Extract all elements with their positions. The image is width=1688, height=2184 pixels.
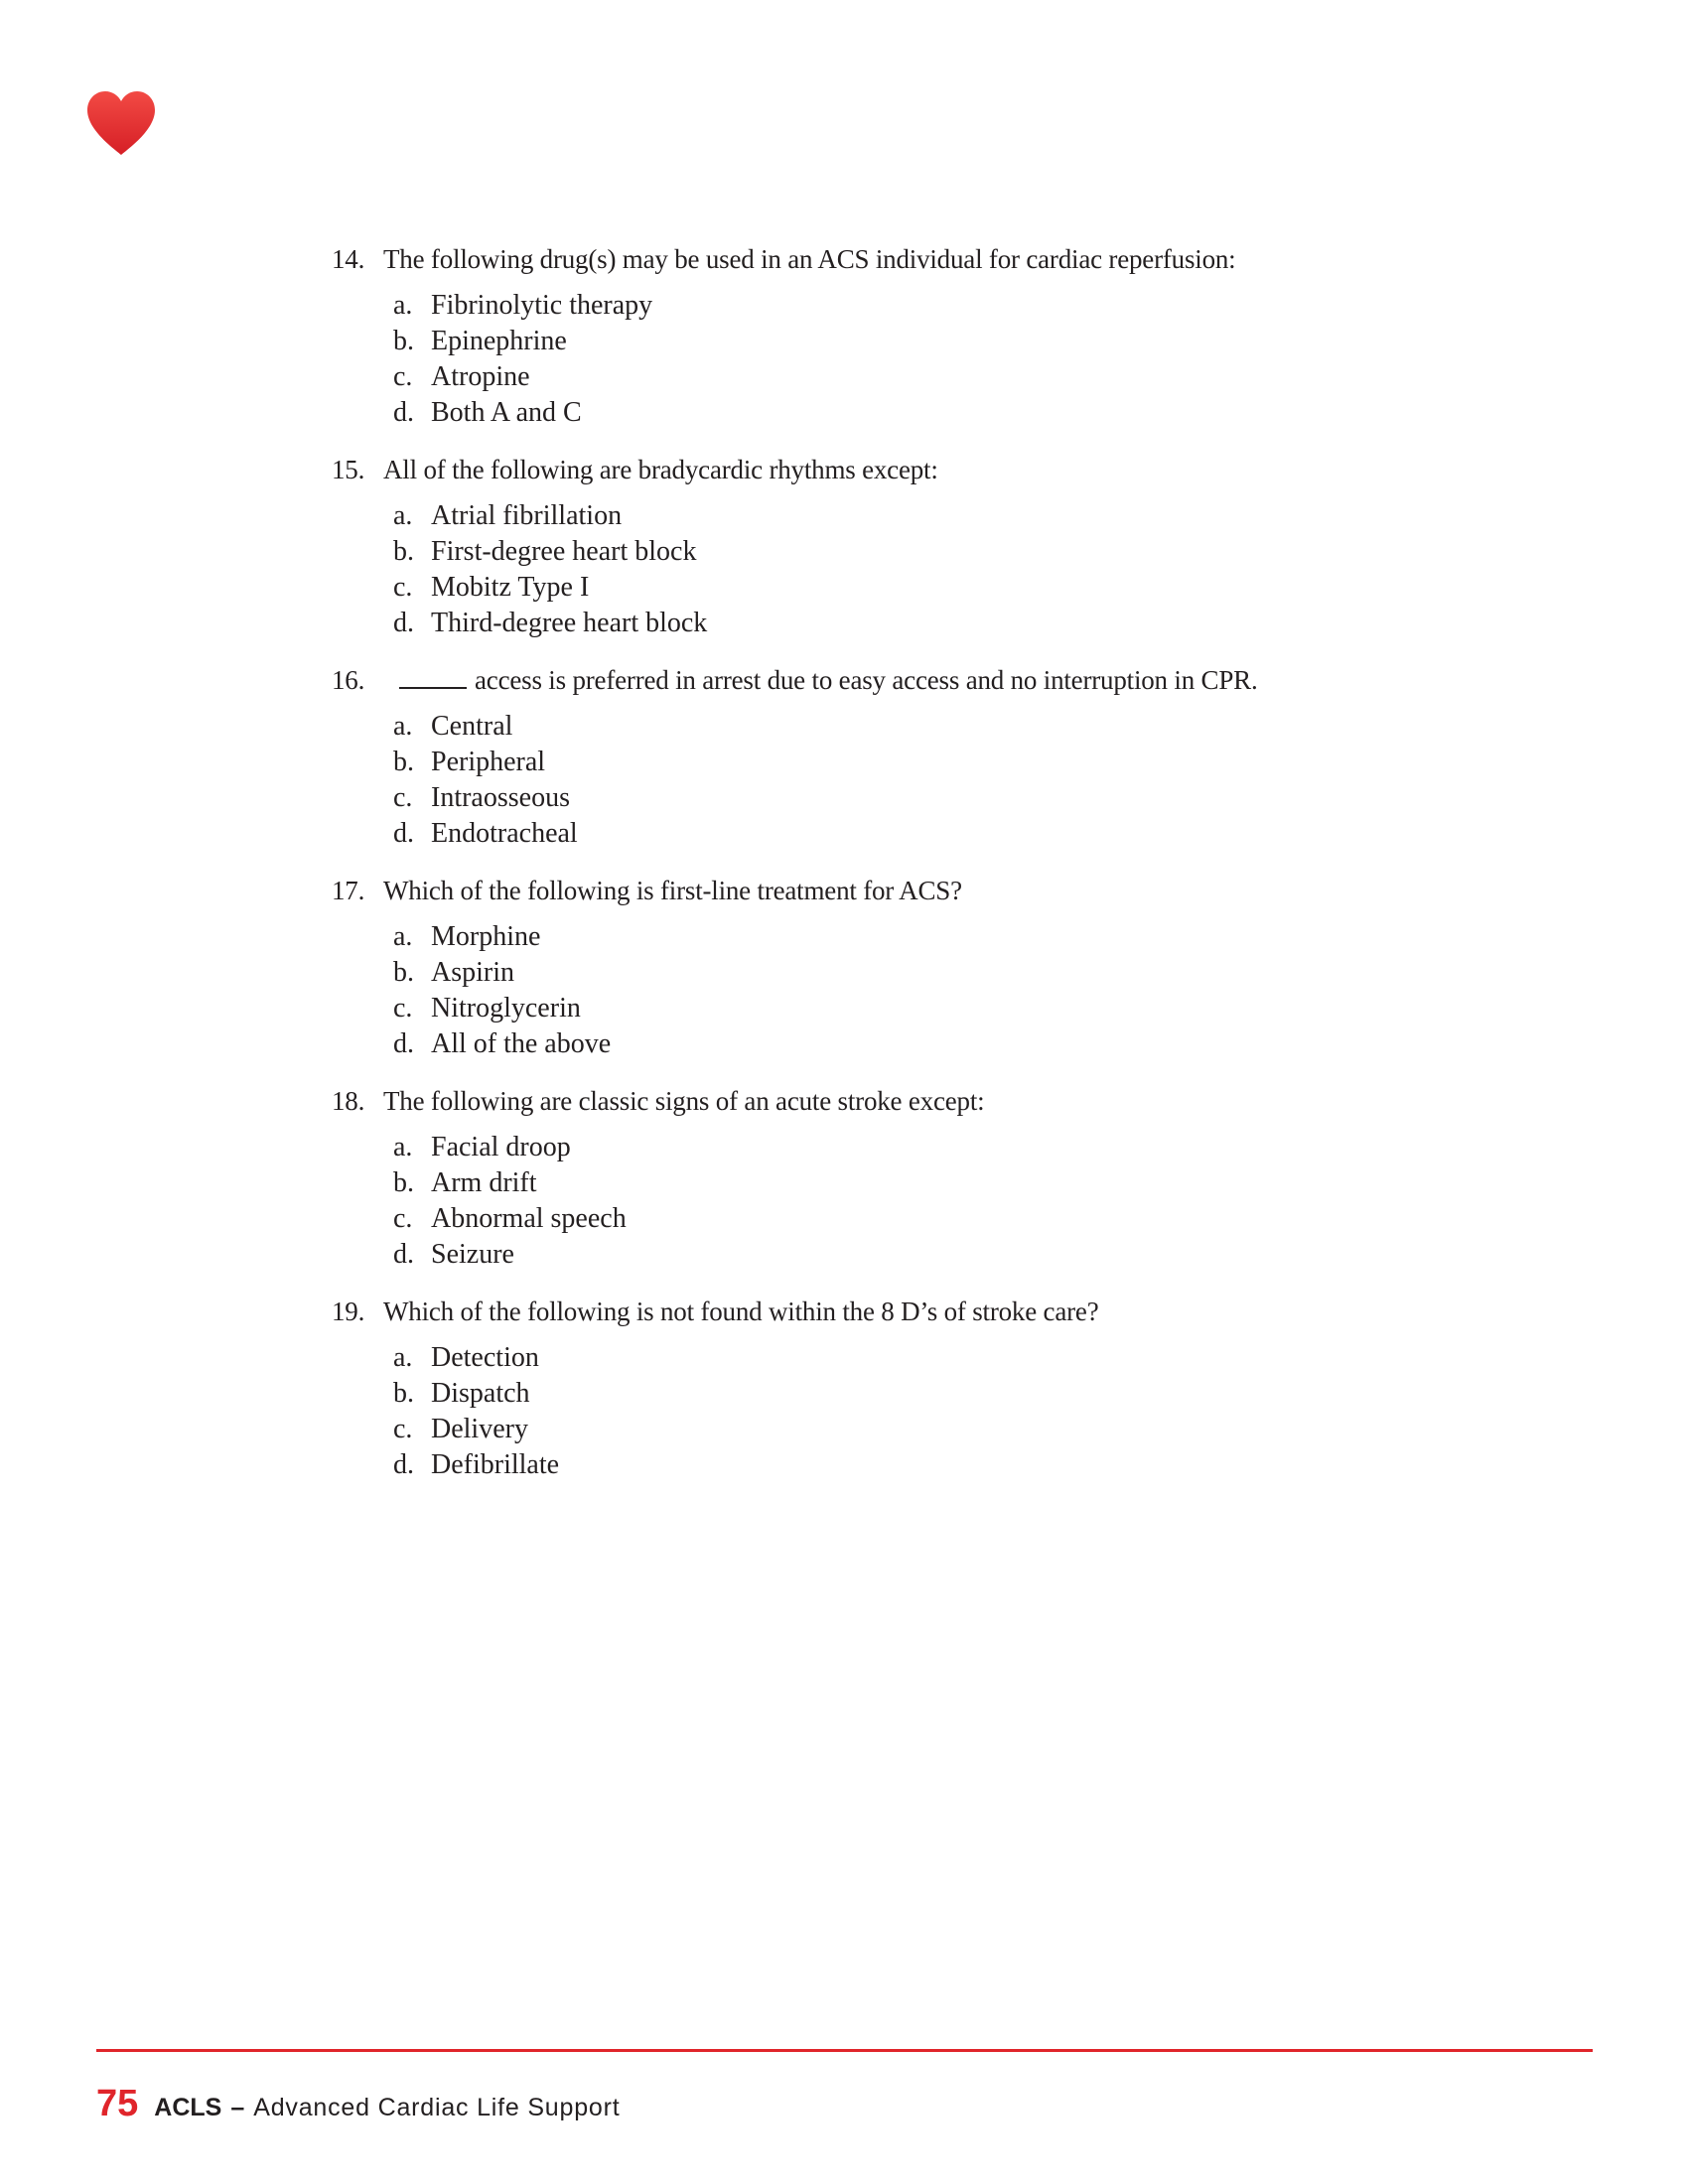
- option-letter: a.: [393, 1132, 413, 1162]
- option-letter: c.: [393, 1203, 413, 1234]
- page-footer: [96, 2083, 621, 2125]
- answer-option: [393, 498, 1474, 534]
- option-text: Abnormal speech: [431, 1203, 627, 1234]
- answer-options: [393, 1340, 1474, 1483]
- answer-option: [393, 324, 1474, 359]
- option-letter: b.: [393, 536, 414, 567]
- footer-divider: [96, 2049, 1593, 2052]
- question-text: Which of the following is first-line treatment for ACS?: [383, 876, 962, 905]
- answer-option: [393, 570, 1474, 606]
- question-number: 17.: [332, 876, 365, 905]
- question-stem: [332, 663, 1474, 697]
- question-number: 18.: [332, 1086, 365, 1116]
- page-number: 75: [96, 2083, 139, 2124]
- option-letter: b.: [393, 326, 414, 356]
- answer-option: [393, 534, 1474, 570]
- answer-option: [393, 955, 1474, 991]
- question-stem: [332, 1084, 1474, 1118]
- option-text: Nitroglycerin: [431, 993, 581, 1024]
- option-text: Aspirin: [431, 957, 514, 988]
- answer-option: [393, 1376, 1474, 1412]
- option-letter: a.: [393, 711, 413, 742]
- option-letter: d.: [393, 1449, 414, 1480]
- option-letter: d.: [393, 608, 414, 638]
- option-text: Peripheral: [431, 747, 546, 777]
- answer-options: [393, 498, 1474, 641]
- option-text: Facial droop: [431, 1132, 571, 1162]
- answer-option: [393, 1340, 1474, 1376]
- option-text: Seizure: [431, 1239, 514, 1270]
- option-letter: c.: [393, 572, 413, 603]
- option-text: Third-degree heart block: [431, 608, 708, 638]
- option-letter: c.: [393, 782, 413, 813]
- option-text: Endotracheal: [431, 818, 578, 849]
- answer-option: [393, 709, 1474, 745]
- option-text: Dispatch: [431, 1378, 530, 1409]
- option-letter: a.: [393, 500, 413, 531]
- answer-option: [393, 359, 1474, 395]
- option-text: Arm drift: [431, 1167, 537, 1198]
- option-text: Central: [431, 711, 513, 742]
- option-text: Defibrillate: [431, 1449, 560, 1480]
- footer-brand: ACLS: [154, 2094, 222, 2121]
- question-stem: [332, 453, 1474, 486]
- answer-options: [393, 1130, 1474, 1273]
- answer-options: [393, 288, 1474, 431]
- option-text: Atrial fibrillation: [431, 500, 623, 531]
- answer-option: [393, 1412, 1474, 1447]
- question-number: 19.: [332, 1297, 365, 1326]
- question-text-wrapper: [383, 663, 1474, 697]
- answer-option: [393, 1130, 1474, 1165]
- question-19: [332, 1295, 1474, 1483]
- question-15: [332, 453, 1474, 641]
- answer-option: [393, 1201, 1474, 1237]
- footer-separator: –: [230, 2094, 245, 2121]
- answer-option: [393, 606, 1474, 641]
- answer-options: [393, 709, 1474, 852]
- question-number: 14.: [332, 244, 365, 274]
- answer-option: [393, 745, 1474, 780]
- heart-icon: [84, 89, 158, 157]
- option-letter: d.: [393, 1028, 414, 1059]
- question-text: The following are classic signs of an acute stroke except:: [383, 1086, 985, 1116]
- option-text: Epinephrine: [431, 326, 567, 356]
- option-text: Fibrinolytic therapy: [431, 290, 653, 321]
- option-text: First-degree heart block: [431, 536, 697, 567]
- option-letter: c.: [393, 361, 413, 392]
- question-stem: [332, 242, 1474, 276]
- option-letter: c.: [393, 1414, 413, 1444]
- question-number: 15.: [332, 455, 365, 484]
- question-stem: [332, 1295, 1474, 1328]
- answer-option: [393, 395, 1474, 431]
- question-14: [332, 242, 1474, 431]
- answer-option: [393, 991, 1474, 1026]
- option-text: Detection: [431, 1342, 539, 1373]
- option-letter: b.: [393, 1378, 414, 1409]
- option-text: Atropine: [431, 361, 530, 392]
- fill-in-blank: [399, 686, 467, 689]
- question-text: access is preferred in arrest due to easy access and no interruption in CPR.: [475, 665, 1258, 695]
- question-16: [332, 663, 1474, 852]
- option-text: Morphine: [431, 921, 541, 952]
- quiz-questions: [332, 242, 1474, 1505]
- answer-option: [393, 1237, 1474, 1273]
- option-text: Intraosseous: [431, 782, 570, 813]
- option-letter: d.: [393, 1239, 414, 1270]
- question-stem: [332, 874, 1474, 907]
- answer-option: [393, 1447, 1474, 1483]
- answer-option: [393, 919, 1474, 955]
- answer-option: [393, 816, 1474, 852]
- question-text: The following drug(s) may be used in an ACS individual for cardiac reperfusion:: [383, 244, 1236, 274]
- option-letter: d.: [393, 818, 414, 849]
- option-letter: c.: [393, 993, 413, 1024]
- question-17: [332, 874, 1474, 1062]
- answer-option: [393, 1026, 1474, 1062]
- option-letter: b.: [393, 957, 414, 988]
- option-text: All of the above: [431, 1028, 612, 1059]
- answer-option: [393, 1165, 1474, 1201]
- option-letter: a.: [393, 1342, 413, 1373]
- answer-option: [393, 288, 1474, 324]
- option-letter: a.: [393, 290, 413, 321]
- answer-option: [393, 780, 1474, 816]
- option-text: Delivery: [431, 1414, 528, 1444]
- question-text: All of the following are bradycardic rhythms except:: [383, 455, 938, 484]
- option-text: Both A and C: [431, 397, 582, 428]
- option-letter: b.: [393, 1167, 414, 1198]
- option-text: Mobitz Type I: [431, 572, 590, 603]
- question-number: 16.: [332, 665, 365, 695]
- footer-subtitle: Advanced Cardiac Life Support: [253, 2094, 621, 2121]
- answer-options: [393, 919, 1474, 1062]
- option-letter: d.: [393, 397, 414, 428]
- option-letter: b.: [393, 747, 414, 777]
- option-letter: a.: [393, 921, 413, 952]
- question-text: Which of the following is not found within the 8 D’s of stroke care?: [383, 1297, 1099, 1326]
- question-18: [332, 1084, 1474, 1273]
